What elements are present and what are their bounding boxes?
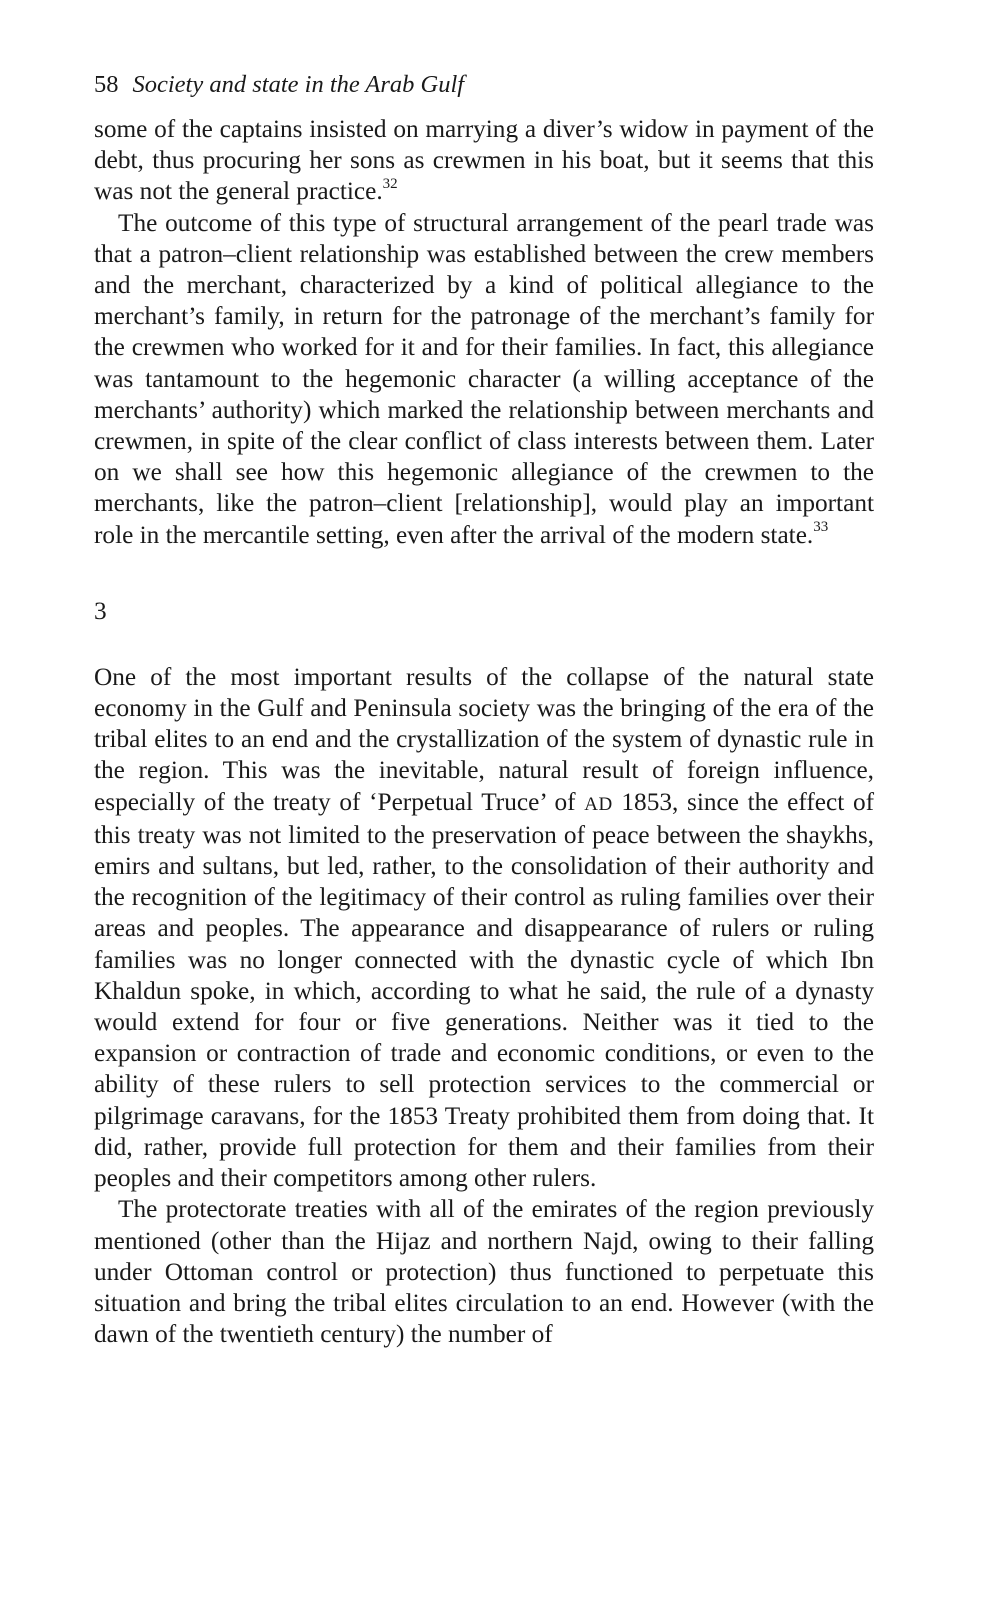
page-number: 58 — [94, 71, 119, 98]
running-header — [94, 70, 874, 100]
era-abbreviation: AD — [584, 793, 613, 815]
running-title: Society and state in the Arab Gulf — [132, 71, 465, 98]
section-number: 3 — [94, 596, 107, 625]
paragraph-3-text-a: One of the most important results of the collapse of the natural state economy in the Gulf and Peninsula society was the bringing of the era of the tribal elites to an end and the crystallization of the system of dynastic rule in the region. This was the inevitable, natural result of foreign influence, especially of the treaty of ‘Perpetual Truce’ of — [94, 662, 874, 816]
footnote-ref-32: 32 — [382, 175, 398, 192]
paragraph-3-text-b: 1853, since the effect of this treaty was not limited to the preservation of peace between the shaykhs, emirs and sultans, but led, rather, to the consolidation of their authority and the recognition of the legitimacy of their control as ruling families over their areas and peoples. The appearance and disappearance of rulers or ruling families was no longer connected with the dynastic cycle of which Ibn Khaldun spoke, in which, according to what he said, the rule of a dynasty would extend for four or five generations. Neither was it tied to the expansion or contraction of trade and economic conditions, or even to the ability of these rulers to sell protection services to the commercial or pilgrimage caravans, for the 1853 Treaty prohibited them from doing that. It did, rather, provide full protection for them and their families from their peoples and their competitors among other rulers. — [94, 787, 875, 1193]
paragraph-4 — [94, 1194, 874, 1350]
footnote-ref-33: 33 — [813, 519, 829, 536]
paragraph-2 — [94, 208, 874, 551]
paragraph-3 — [94, 662, 874, 1194]
paragraph-2-text: The outcome of this type of structural arrangement of the pearl trade was that a patron–client relationship was established between the crew members and the merchant, characterized by a kind of political allegiance to the merchant’s family, in return for the patronage of the merchant’s family for the crewmen who worked for it and for their families. In fact, this allegiance was tantamount to the hegemonic character (a willing acceptance of the merchants’ authority) which marked the relationship between merchants and crewmen, in spite of the clear conflict of class interests between them. Later on we shall see how this hegemonic allegiance of the crewmen to the merchants, like the patron–client [relationship], would play an important role in the mercantile setting, even after the arrival of the modern state. — [94, 208, 874, 549]
book-page — [94, 70, 874, 1350]
paragraph-1 — [94, 114, 874, 208]
paragraph-1-text: some of the captains insisted on marrying a diver’s widow in payment of the debt, thus procuring her sons as crewmen in his boat, but it seems that this was not the general practice. — [94, 115, 874, 206]
paragraph-4-text: The protectorate treaties with all of the emirates of the region previously mentioned (other than the Hijaz and northern Najd, owing to their falling under Ottoman control or protection) thus functioned to perpetuate this situation and bring the tribal elites circulation to an end. However (with the dawn of the twentieth century) the number of — [94, 1195, 874, 1349]
